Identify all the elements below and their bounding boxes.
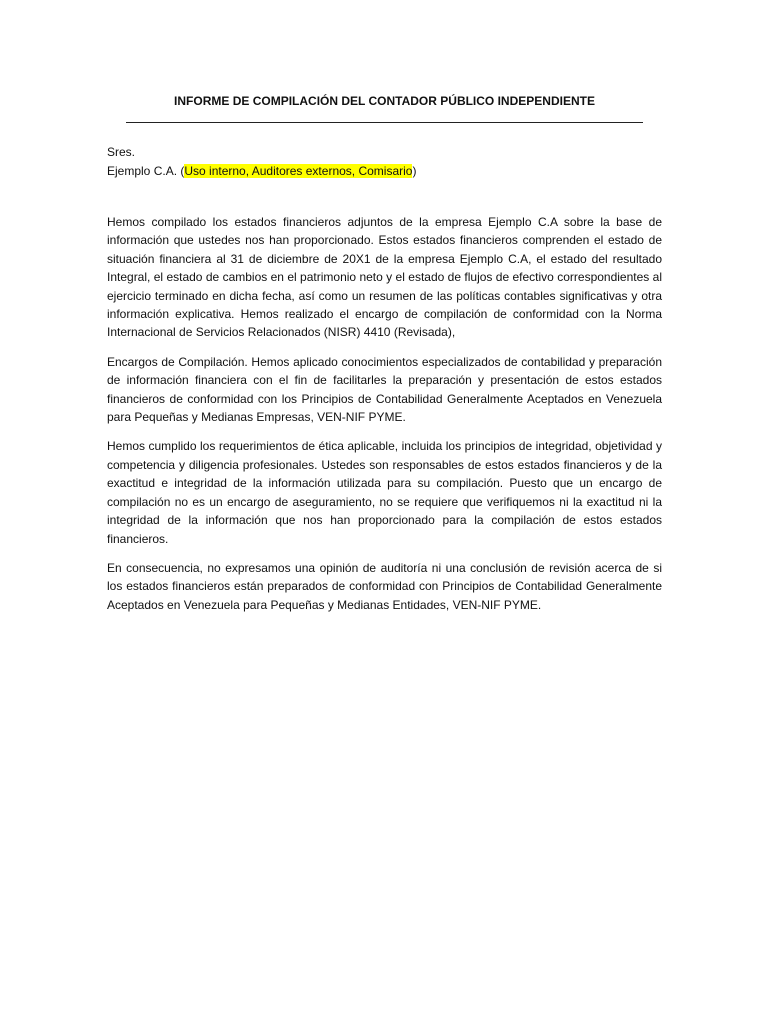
addressee-suffix: ): [412, 164, 417, 178]
paragraph-compilation: Hemos compilado los estados financieros adjuntos de la empresa Ejemplo C.A sobre la base de información que ustedes nos han proporcionado. Estos estados financieros comprenden el estado de situación financiera al 31 de diciembre de 20X1 de la empresa Ejemplo C.A, el estado del resultado Integral, el estado de cambios en el patrimonio neto y el estado de flujos de efectivo correspondientes al ejercicio terminado en dicha fecha, así como un resumen de las políticas contables significativas y otra información explicativa. Hemos realizado el encargo de compilación de conformidad con la Norma Internacional de Servicios Relacionados (NISR) 4410 (Revisada),: [107, 215, 662, 340]
salutation-block: [107, 143, 662, 181]
salutation-line: Sres.: [107, 145, 136, 159]
addressee-highlight: Uso interno, Auditores externos, Comisario: [184, 164, 413, 178]
title-underline-rule: [126, 122, 643, 123]
addressee-line: [107, 162, 662, 181]
addressee-prefix: Ejemplo C.A. (: [107, 164, 185, 178]
paragraph-engagement: Encargos de Compilación. Hemos aplicado conocimientos especializados de contabilidad y preparación de información financiera con el fin de facilitarles la preparación y presentación de estos estados financieros de conformidad con los Principios de Contabilidad Generalmente Aceptados en Venezuela para Pequeñas y Medianas Empresas, VEN-NIF PYME.: [107, 354, 662, 425]
paragraph-ethics: Hemos cumplido los requerimientos de ética aplicable, incluida los principios de integridad, objetividad y competencia y diligencia profesionales. Ustedes son responsables de estos estados financieros y de la exactitud e integridad de la información utilizada para su compilación. Puesto que un encargo de compilación no es un encargo de aseguramiento, no se requiere que verifiquemos ni la exactitud ni la integridad de la información que nos han proporcionado para la compilación de estos estados financieros.: [107, 439, 662, 546]
paragraph-conclusion: En consecuencia, no expresamos una opinión de auditoría ni una conclusión de revisión acerca de si los estados financieros están preparados de conformidad con Principios de Contabilidad Generalmente Aceptados en Venezuela para Pequeñas y Medianas Entidades, VEN-NIF PYME.: [107, 560, 662, 612]
document-body: [107, 92, 662, 614]
document-title: INFORME DE COMPILACIÓN DEL CONTADOR PÚBLICO INDEPENDIENTE: [174, 94, 595, 108]
